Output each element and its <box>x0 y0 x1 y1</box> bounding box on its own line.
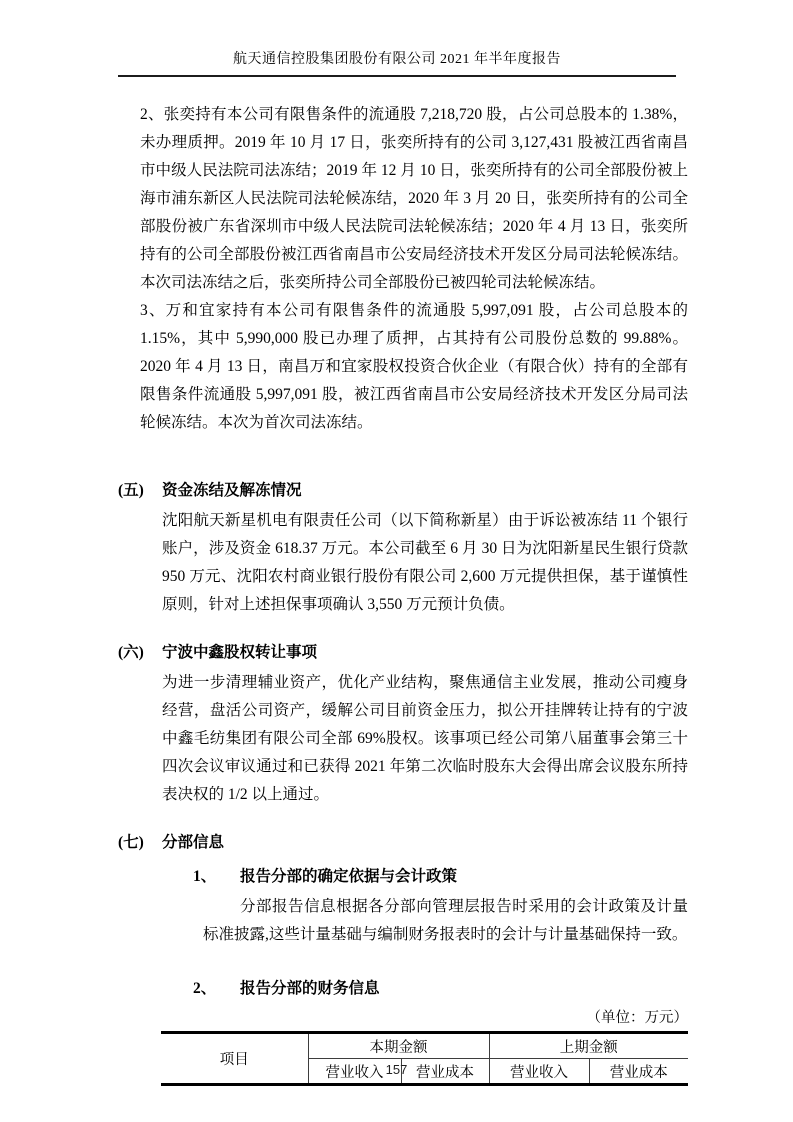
subsection-1-body: 分部报告信息根据各分部向管理层报告时采用的会计政策及计量标准披露,这些计量基础与编制财务报表时的会计与计量基础保持一致。 <box>203 898 688 943</box>
table-header-prior-revenue: 营业收入 <box>489 1059 589 1085</box>
section-7-title: 分部信息 <box>162 834 225 851</box>
subsection-2-heading <box>193 975 688 1003</box>
section-5-body: 沈阳航天新星机电有限责任公司（以下简称新星）由于诉讼被冻结 11 个银行账户，涉及资金 618.37 万元。本公司截至 6 月 30 日为沈阳新星民生银行贷款 950 万元、沈阳农村商业银行股份有限公司 2,600 万元提供担保，基于谨慎性原则，针对上述担保事项确认 3,550 万元预计负债。 <box>162 512 688 613</box>
table-header-current-period: 本期金额 <box>308 1033 489 1059</box>
section-6-label: (六) <box>118 644 144 661</box>
paragraph-item-3: 3、万和宜家持有本公司有限售条件的流通股 5,997,091 股，占公司总股本的 1.15%，其中 5,990,000 股已办理了质押，占其持有公司股份总数的 99.88%。2020 年 4 月 13 日，南昌万和宜家股权投资合伙企业（有限合伙）持有的全部有限售条件流通股 5,997,091 股，被江西省南昌市公安局经济技术开发区分局司法轮候冻结。本次为首次司法冻结。 <box>140 302 688 431</box>
table-header-current-cost: 营业成本 <box>401 1059 489 1085</box>
table-header-item: 项目 <box>161 1033 308 1085</box>
page-number: 157 <box>385 1062 408 1077</box>
section-7-heading <box>118 829 688 857</box>
header-title: 航天通信控股集团股份有限公司 2021 年半年度报告 <box>233 52 561 67</box>
subsection-1 <box>0 863 793 949</box>
table-header-row-1 <box>161 1033 688 1059</box>
section-6-body: 为进一步清理辅业资产，优化产业结构，聚焦通信主业发展，推动公司瘦身经营，盘活公司资产，缓解公司目前资金压力，拟公开挂牌转让持有的宁波中鑫毛纺集团有限公司全部 69%股权。该事项已经公司第八届董事会第三十四次会议审议通过和已获得 2021 年第二次临时股东大会得出席会议股东所持表决权的 1/2 以上通过。 <box>162 674 688 803</box>
section-6-title: 宁波中鑫股权转让事项 <box>162 644 318 661</box>
section-5-heading <box>118 477 688 505</box>
table-header-prior-period: 上期金额 <box>489 1033 688 1059</box>
table-header-current-revenue: 营业收入 <box>308 1059 401 1085</box>
paragraph-item-2: 2、张奕持有本公司有限售条件的流通股 7,218,720 股，占公司总股本的 1.38%，未办理质押。2019 年 10 月 17 日，张奕所持有的公司 3,127,431 股被江西省南昌市中级人民法院司法冻结；2019 年 12 月 10 日，张奕所持有的公司全部股份被上海市浦东新区人民法院司法轮候冻结，2020 年 3 月 20 日，张奕所持有的公司全部股份被广东省深圳市中级人民法院司法轮候冻结；2020 年 4 月 13 日，张奕所持有的公司全部股份被江西省南昌市公安局经济技术开发区分局司法轮候冻结。本次司法冻结之后，张奕所持公司全部股份已被四轮司法轮候冻结。 <box>140 106 688 291</box>
section-6-heading <box>118 639 688 667</box>
section-6 <box>0 639 793 809</box>
subsection-1-number: 1、 <box>193 868 217 885</box>
subsection-2-title: 报告分部的财务信息 <box>240 980 380 997</box>
document-header <box>118 48 676 77</box>
table-unit-note: （单位：万元） <box>586 1010 688 1026</box>
subsection-1-title: 报告分部的确定依据与会计政策 <box>240 868 458 885</box>
section-7 <box>0 829 793 1086</box>
document-content <box>0 74 793 1086</box>
subsection-2-number: 2、 <box>193 980 217 997</box>
section-5-label: (五) <box>118 482 144 499</box>
section-5 <box>0 477 793 619</box>
segment-finance-table <box>161 1031 688 1086</box>
table-header-prior-cost: 营业成本 <box>589 1059 688 1085</box>
section-5-title: 资金冻结及解冻情况 <box>162 482 302 499</box>
subsection-1-heading <box>193 863 688 891</box>
section-7-label: (七) <box>118 834 144 851</box>
